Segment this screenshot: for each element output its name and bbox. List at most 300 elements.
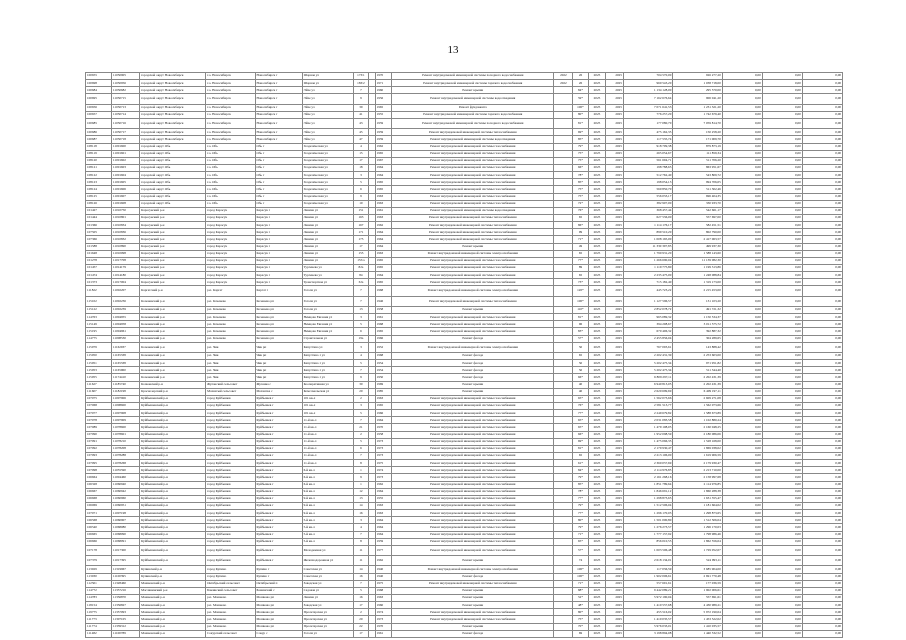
cell-letter xyxy=(368,236,375,243)
cell-code: 11002239 xyxy=(111,306,139,313)
cell-settlement: Бажинский с xyxy=(255,587,302,594)
cell-code: 11050713 xyxy=(111,104,139,111)
cell-municipality: Куйбышевский р-н xyxy=(140,395,206,402)
cell-settlement: Куйбышев г xyxy=(255,467,302,474)
cell-id: 107098 xyxy=(86,467,112,474)
cell-cost_local: 0,00 xyxy=(762,360,802,367)
cell-cost_region: 0,00 xyxy=(722,136,762,143)
cell-cost_owner: 0,00 xyxy=(802,531,842,538)
cell-street: Молодежная ул xyxy=(302,545,354,555)
cell-cost: 2025 xyxy=(606,417,624,424)
cell-settlement: Новосибирск г xyxy=(255,104,302,111)
cell-code: 11050717 xyxy=(111,129,139,136)
cell-work: Ремонт внутридомовой инженерной системы газоснабжения xyxy=(392,460,554,467)
cell-cost_region: 0,00 xyxy=(722,272,762,279)
cell-cost_fund: 1 501 000,80 xyxy=(623,517,672,524)
cell-cost_owner: 0,00 xyxy=(802,545,842,555)
cell-cost_owner: 0,00 xyxy=(802,594,842,601)
cell-cost_owner: 0,00 xyxy=(802,328,842,335)
cell-street: Геодезическая ул xyxy=(302,186,354,193)
cell-cost_region: 0,00 xyxy=(722,360,762,367)
table-row xyxy=(86,119,843,129)
cell-settlement: Новосибирск г xyxy=(255,111,302,118)
cell-settlement_type: город Куйбышев xyxy=(206,556,255,566)
cell-repair_type xyxy=(554,94,573,104)
cell-cost: 2025 xyxy=(606,410,624,417)
cell-cost_subsidy: 926 277,20 xyxy=(673,73,722,80)
cell-cost_local: 0,00 xyxy=(762,179,802,186)
cell-house: 6 xyxy=(354,328,368,335)
cell-municipality: Коченевский р-н xyxy=(140,360,206,367)
cell-cost_local: 0,00 xyxy=(762,87,802,94)
cell-letter xyxy=(368,630,375,637)
cell-street: Эйхе ул xyxy=(302,129,354,136)
cell-work: Ремонт внутридомовой инженерной системы газоснабжения xyxy=(392,502,554,509)
cell-year_end: 2025 xyxy=(588,87,606,94)
cell-cost_subsidy: 3 011 575,72 xyxy=(673,321,722,328)
cell-work: Ремонт внутридомовой инженерной системы газоснабжения xyxy=(392,264,554,271)
cell-cost: 2025 xyxy=(606,460,624,467)
cell-year_end: 2025 xyxy=(588,172,606,179)
cell-letter xyxy=(368,495,375,502)
cell-year: 1962 xyxy=(375,222,391,229)
cell-municipality: Коченевский р-н xyxy=(140,335,206,342)
cell-year: 1964 xyxy=(375,229,391,236)
cell-house: 20 xyxy=(354,388,368,395)
cell-cost_owner: 0,00 xyxy=(802,424,842,431)
cell-cost_owner: 0,00 xyxy=(802,417,842,424)
cell-cost_owner: 0,00 xyxy=(802,566,842,573)
cell-code: 11165338 xyxy=(111,360,139,367)
cell-cost_owner: 0,00 xyxy=(802,381,842,388)
cell-municipality: Коченевский р-н xyxy=(140,342,206,352)
cell-cost_subsidy: 1 410 035,57 xyxy=(673,623,722,630)
cell-id: 106568 xyxy=(86,517,112,524)
cell-cost_subsidy: 582 451,51 xyxy=(673,222,722,229)
cell-year_start: 26 xyxy=(573,80,588,87)
table-row xyxy=(86,417,843,424)
cell-repair_type xyxy=(554,286,573,296)
cell-year_start: 85* xyxy=(573,481,588,488)
cell-year_end: 2025 xyxy=(588,566,606,573)
cell-cost_subsidy: 2 202 431,39 xyxy=(673,381,722,388)
cell-letter xyxy=(368,286,375,296)
cell-house: 13 xyxy=(354,306,368,313)
cell-cost_region: 0,00 xyxy=(722,314,762,321)
cell-id: 100686 xyxy=(86,129,112,136)
cell-settlement_type: р.п. Мошково xyxy=(206,602,255,609)
cell-house: 3 xyxy=(354,172,368,179)
cell-repair_type xyxy=(554,214,573,221)
cell-cost_local: 0,00 xyxy=(762,388,802,395)
cell-year: 1973 xyxy=(375,452,391,459)
cell-year: 1971 xyxy=(375,80,391,87)
cell-settlement_type: р.п. Коченево xyxy=(206,335,255,342)
cell-cost_local: 0,00 xyxy=(762,129,802,136)
cell-repair_type xyxy=(554,229,573,236)
cell-cost_fund: 1 008 165,00 xyxy=(623,236,672,243)
cell-cost: 2025 xyxy=(606,573,624,580)
cell-settlement_type: город Куйбышев xyxy=(206,488,255,495)
cell-settlement_type: город Куйбышев xyxy=(206,467,255,474)
cell-letter xyxy=(368,129,375,136)
cell-cost_owner: 0,00 xyxy=(802,214,842,221)
cell-cost: 2025 xyxy=(606,207,624,214)
cell-letter xyxy=(368,431,375,438)
cell-work: Ремонт внутридомовой инженерной системы газоснабжения xyxy=(392,272,554,279)
cell-house: 10 xyxy=(354,200,368,207)
cell-id: 106666 xyxy=(86,538,112,545)
cell-year_start: 66* xyxy=(573,431,588,438)
cell-cost_owner: 0,00 xyxy=(802,580,842,587)
cell-municipality: Мошковский р-н xyxy=(140,623,206,630)
cell-code: 11100395 xyxy=(111,573,139,580)
cell-year_start: 85* xyxy=(573,136,588,143)
cell-municipality: Куйбышевский р-н xyxy=(140,474,206,481)
cell-street: Капустина 1 ул xyxy=(302,374,354,381)
cell-cost: 2025 xyxy=(606,328,624,335)
cell-municipality: Куйбышевский р-н xyxy=(140,517,206,524)
cell-settlement_type: р.п. Коченево xyxy=(206,328,255,335)
cell-id: 100656 xyxy=(86,104,112,111)
cell-cost_fund: 1 127 596,57 xyxy=(623,296,672,306)
cell-cost_owner: 0,00 xyxy=(802,243,842,250)
cell-cost_owner: 0,00 xyxy=(802,467,842,474)
cell-year_end: 2025 xyxy=(588,438,606,445)
cell-code: 11055590 xyxy=(111,467,139,474)
cell-street: 5-й кв-л xyxy=(302,517,354,524)
cell-cost_fund: 2 455 856,04 xyxy=(623,335,672,342)
cell-cost: 2025 xyxy=(606,517,624,524)
cell-settlement_type: Жуланский сельсовет xyxy=(206,381,255,388)
cell-house: 11 xyxy=(354,545,368,555)
cell-municipality: Карасукский р-н xyxy=(140,207,206,214)
table-row xyxy=(86,495,843,502)
cell-cost_region: 0,00 xyxy=(722,481,762,488)
cell-cost_subsidy: 2 213 710,00 xyxy=(673,467,722,474)
cell-cost_owner: 0,00 xyxy=(802,452,842,459)
cell-cost_region: 0,00 xyxy=(722,445,762,452)
cell-id: 107092 xyxy=(86,445,112,452)
table-row xyxy=(86,474,843,481)
cell-repair_type xyxy=(554,395,573,402)
cell-year_start: 61* xyxy=(573,460,588,467)
cell-cost_fund: 1 003 506,48 xyxy=(623,545,672,555)
cell-letter xyxy=(368,438,375,445)
cell-cost: 2025 xyxy=(606,229,624,236)
cell-street: Ленина ул xyxy=(302,236,354,243)
cell-municipality: Мошковский р-н xyxy=(140,580,206,587)
cell-work: Ремонт крыши xyxy=(392,243,554,250)
cell-street: Немцова Евгения ул xyxy=(302,328,354,335)
cell-settlement: Купино г xyxy=(255,573,302,580)
cell-year: 1966 xyxy=(375,335,391,342)
cell-municipality: Коченевский р-н xyxy=(140,374,206,381)
table-row xyxy=(86,424,843,431)
cell-street: Комсомольская ул xyxy=(302,388,354,395)
cell-house: 2 xyxy=(354,609,368,616)
cell-work: Ремонт внутридомовой инженерной системы газоснабжения xyxy=(392,257,554,264)
cell-municipality: Карасукский р-н xyxy=(140,243,206,250)
cell-municipality: Куйбышевский р-н xyxy=(140,502,206,509)
cell-street: 9-й кв-л xyxy=(302,488,354,495)
cell-year_start: 75* xyxy=(573,193,588,200)
cell-cost_owner: 0,00 xyxy=(802,314,842,321)
cell-letter xyxy=(368,395,375,402)
cell-house: 167 xyxy=(354,222,368,229)
cell-cost_subsidy: 1 038 718,00 xyxy=(673,80,722,87)
cell-settlement: Куйбышев г xyxy=(255,556,302,566)
cell-settlement: Мошково рп xyxy=(255,602,302,609)
cell-house: 155 xyxy=(354,250,368,257)
cell-municipality: Куйбышевский р-н xyxy=(140,488,206,495)
cell-year: 1955 xyxy=(375,495,391,502)
cell-cost_owner: 0,00 xyxy=(802,474,842,481)
cell-id: 101648 xyxy=(86,250,112,257)
cell-repair_type xyxy=(554,616,573,623)
cell-code: 11008530 xyxy=(111,335,139,342)
cell-repair_type xyxy=(554,119,573,129)
cell-cost_owner: 0,00 xyxy=(802,257,842,264)
cell-house: 5 xyxy=(354,321,368,328)
cell-letter xyxy=(368,179,375,186)
cell-house: 17 xyxy=(354,602,368,609)
cell-house: 5 xyxy=(354,587,368,594)
cell-repair_type xyxy=(554,186,573,193)
cell-cost_subsidy: 542 661,17 xyxy=(673,207,722,214)
cell-year: 1964 xyxy=(375,417,391,424)
table-row xyxy=(86,111,843,118)
cell-work: Ремонт внутридомовой инженерной системы водоотведения xyxy=(392,94,554,104)
table-row xyxy=(86,395,843,402)
cell-cost_fund: 1 266 690,04 xyxy=(623,257,672,264)
cell-year: 1959 xyxy=(375,129,391,136)
cell-cost: 2025 xyxy=(606,214,624,221)
cell-settlement: Чик рп xyxy=(255,352,302,359)
cell-street: 6-й кв-л xyxy=(302,467,354,474)
cell-year_start: 81* xyxy=(573,314,588,321)
cell-letter xyxy=(368,410,375,417)
cell-work: Ремонт внутридомовой инженерной системы газоснабжения xyxy=(392,481,554,488)
cell-letter xyxy=(368,94,375,104)
cell-cost_local: 0,00 xyxy=(762,616,802,623)
cell-cost_region: 0,00 xyxy=(722,616,762,623)
cell-cost_region: 0,00 xyxy=(722,229,762,236)
cell-year_end: 2025 xyxy=(588,460,606,467)
cell-year_start: 75* xyxy=(573,186,588,193)
cell-letter xyxy=(368,388,375,395)
cell-cost_local: 0,00 xyxy=(762,321,802,328)
cell-cost_owner: 0,00 xyxy=(802,143,842,150)
cell-municipality: городской округ Новосибирск xyxy=(140,87,206,94)
cell-cost_fund: 1 296 170,03 xyxy=(623,510,672,517)
cell-year_end: 2025 xyxy=(588,119,606,129)
cell-cost: 2025 xyxy=(606,335,624,342)
cell-repair_type xyxy=(554,193,573,200)
cell-cost_subsidy: 491 721,32 xyxy=(673,306,722,313)
cell-settlement_type: город Куйбышев xyxy=(206,424,255,431)
cell-settlement: Куйбышев г xyxy=(255,460,302,467)
cell-year: 1965 xyxy=(375,328,391,335)
cell-cost_owner: 0,00 xyxy=(802,616,842,623)
cell-year_end: 2025 xyxy=(588,538,606,545)
cell-cost: 2025 xyxy=(606,143,624,150)
cell-settlement: Коченево рп xyxy=(255,328,302,335)
cell-settlement: Новосибирск г xyxy=(255,73,302,80)
cell-settlement: Чик рп xyxy=(255,342,302,352)
cell-cost: 2025 xyxy=(606,87,624,94)
cell-letter xyxy=(368,342,375,352)
cell-year_start: 85* xyxy=(573,179,588,186)
cell-year_end: 2025 xyxy=(588,296,606,306)
cell-street: Кооперативная ул xyxy=(302,381,354,388)
cell-street: Ленина ул xyxy=(302,222,354,229)
cell-house: 39 xyxy=(354,104,368,111)
cell-year_start: 77* xyxy=(573,257,588,264)
cell-street: 101 кв-л xyxy=(302,395,354,402)
cell-repair_type xyxy=(554,200,573,207)
cell-cost: 2025 xyxy=(606,502,624,509)
cell-cost: 2025 xyxy=(606,352,624,359)
cell-cost: 2025 xyxy=(606,286,624,296)
cell-settlement: Карасук г xyxy=(255,257,302,264)
cell-letter xyxy=(368,573,375,580)
cell-cost_fund: 198 054,13 xyxy=(623,179,672,186)
cell-house: 16 xyxy=(354,573,368,580)
cell-street: 6-й кв-л xyxy=(302,474,354,481)
cell-cost_local: 0,00 xyxy=(762,467,802,474)
table-row xyxy=(86,321,843,328)
cell-settlement: Купино г xyxy=(255,566,302,573)
cell-settlement_type: г.о. Обь xyxy=(206,193,255,200)
cell-id: 107075 xyxy=(86,395,112,402)
cell-id: 100657 xyxy=(86,111,112,118)
cell-year: 1974 xyxy=(375,609,391,616)
cell-cost_subsidy: 906 041,20 xyxy=(673,94,722,104)
cell-municipality: Куйбышевский р-н xyxy=(140,417,206,424)
cell-letter xyxy=(368,257,375,264)
cell-year: 1975 xyxy=(375,460,391,467)
cell-year_start: 72* xyxy=(573,200,588,207)
cell-cost_owner: 0,00 xyxy=(802,495,842,502)
cell-letter xyxy=(368,580,375,587)
cell-cost_owner: 0,00 xyxy=(802,573,842,580)
cell-street: Геодезическая ул xyxy=(302,172,354,179)
cell-cost_subsidy: 524 993,11 xyxy=(673,556,722,566)
cell-cost_local: 0,00 xyxy=(762,150,802,157)
table-row xyxy=(86,545,843,555)
cell-cost_region: 0,00 xyxy=(722,73,762,80)
cell-id: 111774 xyxy=(86,623,112,630)
cell-cost_region: 0,00 xyxy=(722,157,762,164)
cell-cost_subsidy: 1 231 321,20 xyxy=(673,104,722,111)
cell-house: 9 xyxy=(354,193,368,200)
cell-house: 7 xyxy=(354,367,368,374)
cell-municipality: городской округ Новосибирск xyxy=(140,111,206,118)
cell-cost_region: 0,00 xyxy=(722,580,762,587)
cell-letter xyxy=(368,229,375,236)
cell-year: 1974 xyxy=(375,467,391,474)
cell-cost_fund: 2 852 078,72 xyxy=(623,306,672,313)
cell-settlement: Куйбышев г xyxy=(255,488,302,495)
cell-letter xyxy=(368,510,375,517)
cell-cost_owner: 0,00 xyxy=(802,186,842,193)
cell-municipality: городской округ Новосибирск xyxy=(140,80,206,87)
cell-cost: 2025 xyxy=(606,467,624,474)
cell-cost_subsidy: 879 873,19 xyxy=(673,143,722,150)
cell-repair_type xyxy=(554,388,573,395)
cell-year_end: 2025 xyxy=(588,104,606,111)
cell-cost_subsidy: 7 059 814,70 xyxy=(673,119,722,129)
cell-municipality: Коченевский р-н xyxy=(140,321,206,328)
cell-cost_owner: 0,00 xyxy=(802,286,842,296)
cell-cost_fund: 560 850,70 xyxy=(623,186,672,193)
cell-year_end: 2025 xyxy=(588,314,606,321)
cell-street: 11-й кв-л xyxy=(302,417,354,424)
cell-municipality: Карасукский р-н xyxy=(140,236,206,243)
cell-street: Ленина ул xyxy=(302,250,354,257)
cell-cost_subsidy: 2 417 063,57 xyxy=(673,236,722,243)
cell-year: 1940 xyxy=(375,566,391,573)
cell-year_end: 2025 xyxy=(588,286,606,296)
cell-work: Ремонт внутридомовой инженерной системы газоснабжения xyxy=(392,545,554,555)
cell-cost_owner: 0,00 xyxy=(802,150,842,157)
cell-id: 111482 xyxy=(86,630,112,637)
cell-code: 11001608 xyxy=(111,200,139,207)
cell-cost_local: 0,00 xyxy=(762,410,802,417)
cell-work: Ремонт внутридомовой инженерной системы газоснабжения xyxy=(392,538,554,545)
cell-cost: 2025 xyxy=(606,321,624,328)
cell-year: 1952 xyxy=(375,342,391,352)
table-row xyxy=(86,481,843,488)
cell-cost: 2025 xyxy=(606,609,624,616)
cell-cost_local: 0,00 xyxy=(762,609,802,616)
cell-year: 1973 xyxy=(375,616,391,623)
cell-cost: 2025 xyxy=(606,623,624,630)
cell-cost: 2025 xyxy=(606,616,624,623)
cell-street: Советская ул xyxy=(302,573,354,580)
cell-work: Ремонт крыши xyxy=(392,602,554,609)
table-row xyxy=(86,172,843,179)
cell-street: Геодезическая ул xyxy=(302,157,354,164)
cell-settlement_type: р.п. Чик xyxy=(206,352,255,359)
cell-year: 1964 xyxy=(375,531,391,538)
cell-repair_type xyxy=(554,452,573,459)
cell-house: 18 xyxy=(354,165,368,172)
cell-cost_owner: 0,00 xyxy=(802,481,842,488)
cell-letter xyxy=(368,222,375,229)
cell-cost_fund: 627 536,00 xyxy=(623,214,672,221)
cell-repair_type: 2022 xyxy=(554,73,573,80)
cell-id: 107505 xyxy=(86,229,112,236)
cell-cost_region: 0,00 xyxy=(722,410,762,417)
cell-house: 32а xyxy=(354,279,368,286)
cell-settlement: Мохнатка с xyxy=(255,388,302,395)
cell-year_end: 2025 xyxy=(588,335,606,342)
cell-id: 107178 xyxy=(86,545,112,555)
cell-municipality: городской округ Обь xyxy=(140,179,206,186)
cell-cost_region: 0,00 xyxy=(722,250,762,257)
cell-cost_subsidy: 511 706,20 xyxy=(673,157,722,164)
cell-cost_fund: 1 276 273,57 xyxy=(623,524,672,531)
cell-municipality: Маслянинский р-н xyxy=(140,587,206,594)
cell-municipality: городской округ Новосибирск xyxy=(140,119,206,129)
cell-id: 107379 xyxy=(86,556,112,566)
cell-year_end: 2025 xyxy=(588,573,606,580)
table-row xyxy=(86,460,843,467)
cell-cost_fund: 117 036,59 xyxy=(623,566,672,573)
cell-code: 11100789 xyxy=(111,630,139,637)
